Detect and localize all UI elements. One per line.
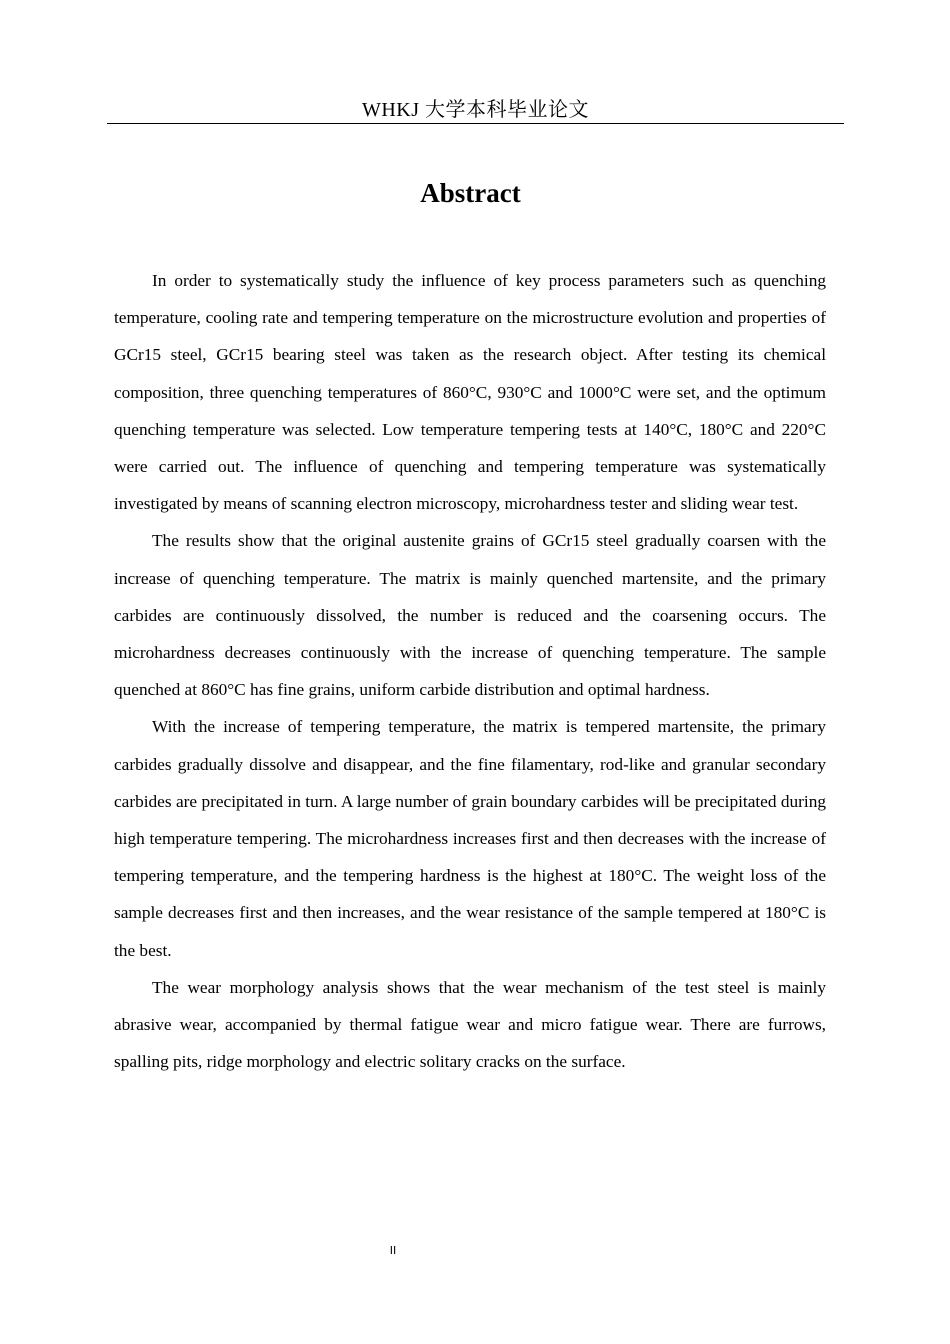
- header-rule: [107, 123, 844, 124]
- abstract-paragraph-4: The wear morphology analysis shows that the wear mechanism of the test steel is mainly abrasive wear, accompanied by thermal fatigue wear and micro fatigue wear. There are furrows, spalling pits, ridge morphology and electric solitary cracks on the surface.: [114, 977, 826, 1072]
- page-number: II: [389, 1244, 397, 1257]
- abstract-paragraph-3: With the increase of tempering temperature, the matrix is tempered martensite, the primary carbides gradually dissolve and disappear, and the fine filamentary, rod-like and granular secondary carbides are precipitated in turn. A large number of grain boundary carbides will be precipitated during high temperature tempering. The microhardness increases first and then decreases with the increase of tempering temperature, and the tempering hardness is the highest at 180°C. The weight loss of the sample decreases first and then increases, and the wear resistance of the sample tempered at 180°C is the best.: [114, 717, 826, 960]
- abstract-paragraph-1: In order to systematically study the influence of key process parameters such as quenching temperature, cooling rate and tempering temperature on the microstructure evolution and properties of GCr15 steel, GCr15 bearing steel was taken as the research object. After testing its chemical composition, three quenching temperatures of 860°C, 930°C and 1000°C were set, and the optimum quenching temperature was selected. Low temperature tempering tests at 140°C, 180°C and 220°C were carried out. The influence of quenching and tempering temperature was systematically investigated by means of scanning electron microscopy, microhardness tester and sliding wear test.: [114, 271, 826, 514]
- abstract-body: [114, 262, 826, 1080]
- abstract-paragraph-2: The results show that the original austenite grains of GCr15 steel gradually coarsen with the increase of quenching temperature. The matrix is mainly quenched martensite, and the primary carbides are continuously dissolved, the number is reduced and the coarsening occurs. The microhardness decreases continuously with the increase of quenching temperature. The sample quenched at 860°C has fine grains, uniform carbide distribution and optimal hardness.: [114, 531, 826, 700]
- running-header: WHKJ 大学本科毕业论文: [361, 99, 590, 121]
- abstract-title: Abstract: [420, 178, 521, 208]
